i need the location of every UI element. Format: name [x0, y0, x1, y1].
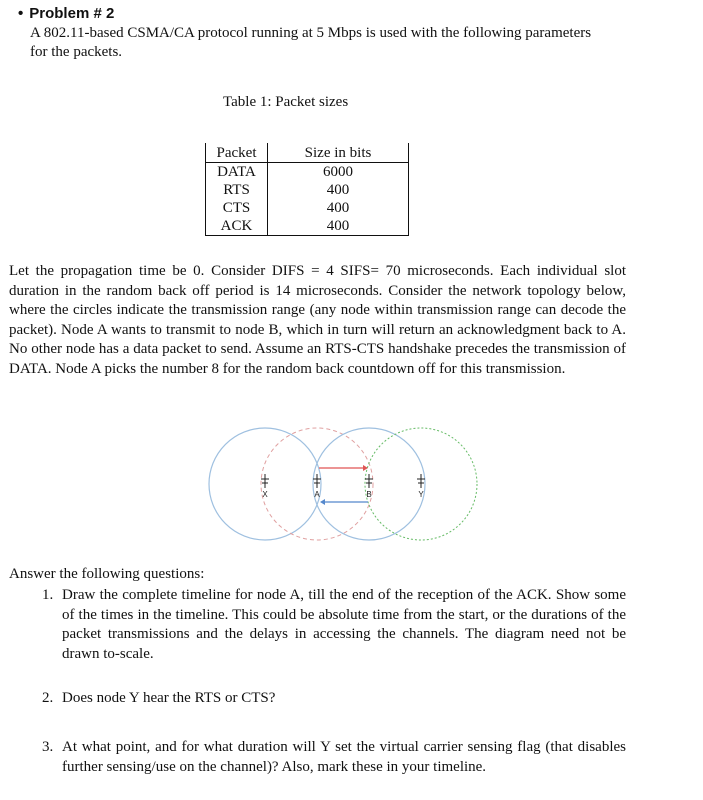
- question-text: Does node Y hear the RTS or CTS?: [62, 690, 276, 706]
- packet-size-cell: 6000: [268, 163, 409, 182]
- problem-intro: A 802.11-based CSMA/CA protocol running at 5 Mbps is used with the following parameters for the packets.: [30, 25, 592, 60]
- question-2: [42, 689, 626, 709]
- packet-name-cell: ACK: [206, 217, 268, 236]
- column-header-size: Size in bits: [268, 143, 409, 163]
- node-label-y: Y: [418, 490, 424, 499]
- bullet-icon: •: [18, 5, 24, 22]
- arrow-b-to-a: [320, 499, 368, 505]
- table-row: [206, 199, 409, 217]
- question-number: 3.: [42, 739, 54, 755]
- question-text: Draw the complete timeline for node A, till the end of the reception of the ACK. Show some of the times in the timeline. This could be absolute time from the start, or the durations of the packet transmissions and the delays in accessing the channels. The diagram need not be drawn to-scale.: [62, 587, 626, 662]
- node-label-b: B: [366, 490, 372, 499]
- node-label-x: X: [262, 490, 268, 499]
- packet-size-table: [205, 143, 409, 236]
- question-1: [42, 586, 626, 666]
- node-antenna-x: [261, 474, 269, 488]
- table-row: [206, 217, 409, 236]
- packet-name-cell: CTS: [206, 199, 268, 217]
- table-header-row: [206, 143, 409, 163]
- packet-size-cell: 400: [268, 199, 409, 217]
- node-antenna-b: [365, 474, 373, 488]
- table-row: [206, 181, 409, 199]
- table-caption: Table 1: Packet sizes: [223, 94, 349, 110]
- packet-name-cell: DATA: [206, 163, 268, 182]
- node-label-a: A: [314, 490, 320, 499]
- column-header-packet: Packet: [206, 143, 268, 163]
- question-number: 2.: [42, 690, 54, 706]
- problem-heading: [18, 5, 114, 22]
- table-row: [206, 163, 409, 182]
- packet-name-cell: RTS: [206, 181, 268, 199]
- questions-heading: Answer the following questions:: [9, 566, 205, 582]
- question-text: At what point, and for what duration will Y set the virtual carrier sensing flag (that disables further sensing/use on the channel)? Also, mark these in your timeline.: [62, 739, 626, 775]
- question-3: [42, 738, 626, 778]
- node-antenna-y: [417, 474, 425, 488]
- packet-size-cell: 400: [268, 181, 409, 199]
- problem-title: Problem # 2: [29, 5, 115, 22]
- arrow-a-to-b: [319, 465, 368, 471]
- question-number: 1.: [42, 587, 54, 603]
- problem-description: Let the propagation time be 0. Consider DIFS = 4 SIFS= 70 microseconds. Each individual slot duration in the random back off period is 14 microseconds. Consider the network topology below, where the circles indicate the transmission range (any node within transmission range can decode the packet). Node A wants to transmit to node B, which in turn will return an acknowledgment back to A. No other node has a data packet to send. Assume an RTS-CTS handshake precedes the transmission of DATA. Node A picks the number 8 for the random back countdown off for this transmission.: [9, 263, 626, 377]
- node-antenna-a: [313, 474, 321, 488]
- packet-size-cell: 400: [268, 217, 409, 236]
- network-topology-diagram: [203, 418, 493, 548]
